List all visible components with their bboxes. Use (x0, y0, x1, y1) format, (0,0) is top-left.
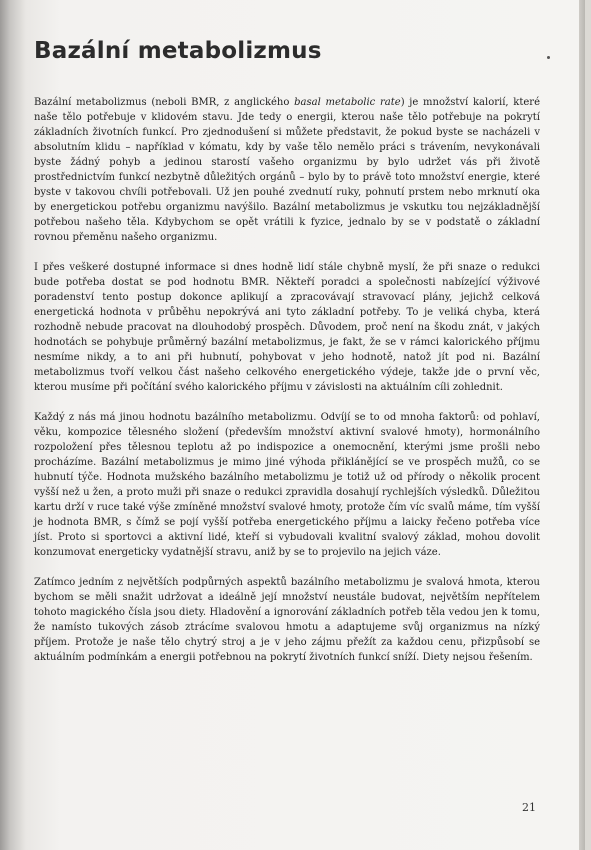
text-run: Bazální metabolizmus (neboli BMR, z anglického (34, 97, 295, 108)
text-run: Každý z nás má jinou hodnotu bazálního metabolizmu. Odvíjí se to od mnoha faktorů: od pohlaví, věku, kompozice tělesného složení (především množství aktivní svalové hmoty), hormonálního rozpoložení přes tělesnou teplotu až po indispozice a onemocnění, kterými jsme prošli nebo procházíme. Bazální metabolizmus je mimo jiné výhoda přiklánějící se ve prospěch mužů, co se hubnutí týče. Hodnota mužského bazálního metabolizmu je totiž už od přírody o několik procent vyšší než u žen, a proto muži při snaze o redukci zpravidla dosahují rychlejších výsledků. Důležitou kartu drží v ruce také výše zmíněné množství svalové hmoty, protože čím víc svalů máme, tím vyšší je hodnota BMR, s čímž se pojí vyšší potřeba energetického příjmu a laicky řečeno potřeba více jíst. Proto si sportovci a aktivní lidé, kteří si vybudovali kvalitní svalový základ, mohou dovolit konzumovat energeticky vydatnější stravu, aniž by se to projevilo na jejich váze. (34, 412, 540, 558)
text-run: ) je množství kalorií, které naše tělo potřebuje v klidovém stavu. Jde tedy o energii, kterou naše tělo potřebuje na pokrytí základních životních funkcí. Pro zjednodušení si můžete představit, že pokud byste se nacházeli v absolutním klidu – například v kómatu, kdy by vaše tělo nemělo práci s trávením, nevykonávali byste žádný pohyb a jedinou starostí vašeho organizmu by bylo udržet vás při životě prostřednictvím funkcí nezbytně důležitých orgánů – bylo by to právě toto množství energie, které byste v takovou chvíli potřebovali. Už jen pouhé zvednutí ruky, pohnutí prstem nebo mrknutí oka by energetickou potřebu organizmu navýšilo. Bazální metabolizmus je vskutku tou nejzákladnější potřebou našeho těla. Kdybychom se opět vrátili k fyzice, jednalo by se v podstatě o základní rovnou přeměnu našeho organizmu. (34, 97, 540, 243)
paragraph (34, 95, 540, 245)
italic-term: basal metabolic rate (294, 97, 401, 108)
paragraph (34, 410, 540, 560)
text-run: Zatímco jedním z největších podpůrných aspektů bazálního metabolizmu je svalová hmota, kterou bychom se měli snažit udržovat a ideálně její množství neustále budovat, největším nepřítelem tohoto magického čísla jsou diety. Hladovění a ignorování základních potřeb těla vedou jen k tomu, že namísto tukových zásob ztrácíme svalovou hmotu a adaptujeme svůj organizmus na nízký příjem. Protože je naše tělo chytrý stroj a je v jeho zájmu přežít za každou cenu, přizpůsobí se aktuálním podmínkám a energii potřebnou na pokrytí životních funkcí sníží. Diety nejsou řešením. (34, 577, 540, 663)
margin-dot (547, 56, 550, 59)
page-title: Bazální metabolizmus (34, 38, 322, 64)
page-edge (579, 0, 585, 850)
paragraph (34, 260, 540, 395)
page-number: 21 (522, 801, 536, 814)
body-text (34, 95, 540, 680)
text-run: I přes veškeré dostupné informace si dnes hodně lidí stále chybně myslí, že při snaze o redukci bude potřeba dostat se pod hodnotu BMR. Někteří poradci a společnosti nabízející výživové poradenství tento postup dokonce aplikují a zpracovávají stravovací plány, jejichž celková energetická hodnota v průběhu nepokrývá ani tyto základní potřeby. To je veliká chyba, která rozhodně nebude pracovat na dlouhodobý prospěch. Důvodem, proč není na škodu znát, v jakých hodnotách se pohybuje průměrný bazální metabolizmus, je fakt, že se v rámci kalorického příjmu nesmíme nikdy, a to ani při hubnutí, pohybovat v jeho hodnotě, natož jít pod ni. Bazální metabolizmus tvoří velkou část našeho celkového energetického výdeje, takže jde o první věc, kterou musíme při počítání svého kalorického příjmu v závislosti na aktuálním cíli zohlednit. (34, 262, 540, 393)
paragraph (34, 575, 540, 665)
